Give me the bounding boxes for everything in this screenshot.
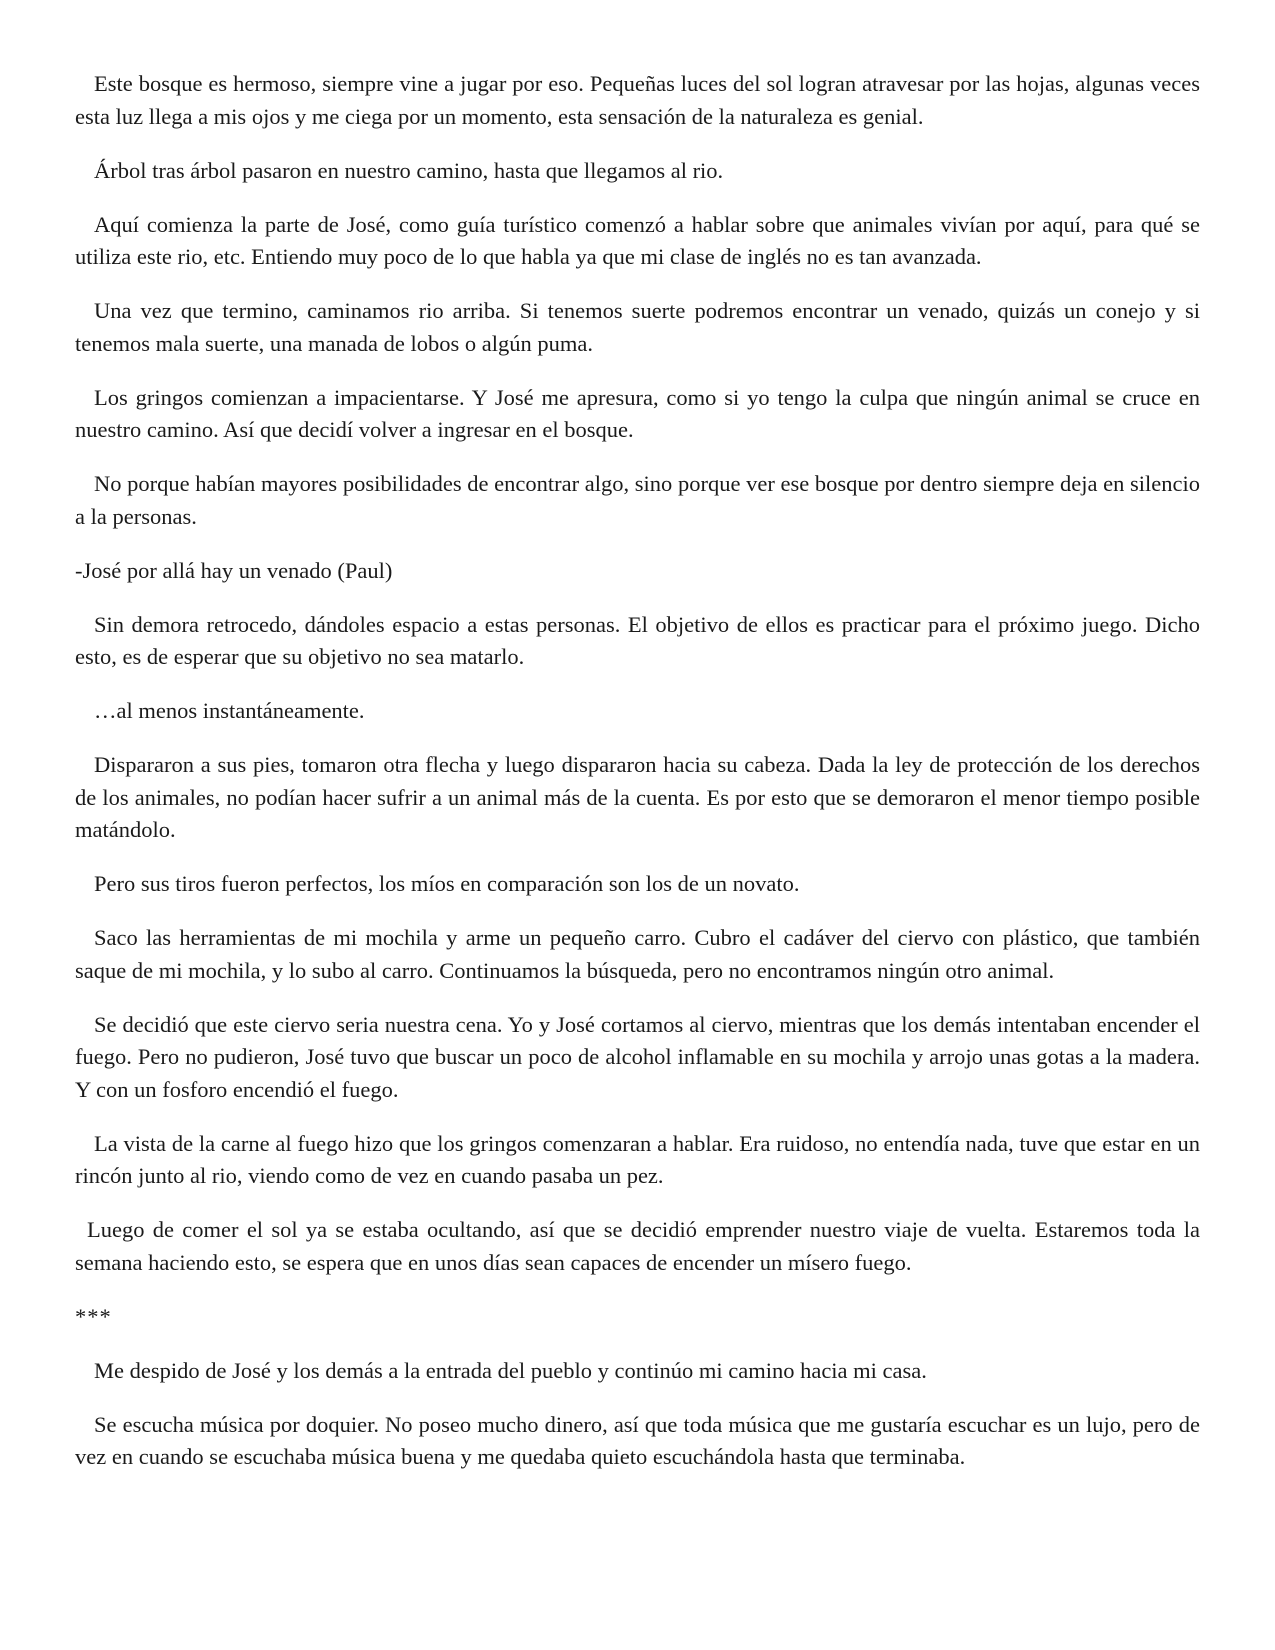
- paragraph-ellipsis-aside: …al menos instantáneamente.: [94, 698, 365, 723]
- paragraph-gringos-impatient: Los gringos comienzan a impacientarse. Y José me apresura, como si yo tengo la culpa que ningún animal se cruce en nuestro camino. Así que decidí volver a ingresar en el bosque.: [75, 384, 1200, 442]
- paragraph-music: Se escucha música por doquier. No poseo mucho dinero, así que toda música que me gustaría escuchar es un lujo, pero de vez en cuando se escuchaba música buena y me quedaba quieto escuchándola hasta que terminaba.: [75, 1411, 1200, 1469]
- paragraph-dinner-fire: Se decidió que este ciervo seria nuestra cena. Yo y José cortamos al ciervo, mientras que los demás intentaban encender el fuego. Pero no pudieron, José tuvo que buscar un poco de alcohol inflamable en su mochila y arrojo unas gotas a la madera. Y con un fosforo encendió el fuego.: [75, 1011, 1200, 1102]
- paragraph-goodbye-town: Me despido de José y los demás a la entrada del pueblo y continúo mi camino hacia mi casa.: [94, 1357, 927, 1383]
- paragraph-stepping-back: Sin demora retrocedo, dándoles espacio a estas personas. El objetivo de ellos es practicar para el próximo juego. Dicho esto, es de esperar que su objetivo no sea matarlo.: [75, 611, 1200, 669]
- paragraph-reaching-river: Árbol tras árbol pasaron en nuestro camino, hasta que llegamos al rio.: [94, 157, 724, 183]
- paragraph-meat-on-fire: La vista de la carne al fuego hizo que los gringos comenzaran a hablar. Era ruidoso, no entendía nada, tuve que estar en un rincón junto al rio, viendo como de vez en cuando pasaba un pez.: [75, 1130, 1200, 1188]
- document-page: [75, 68, 1200, 1495]
- paragraph-return-trip: Luego de comer el sol ya se estaba ocultando, así que se decidió emprender nuestro viaje de vuelta. Estaremos toda la semana haciendo esto, se espera que en unos días sean capaces de encender un mísero fuego.: [75, 1217, 1200, 1275]
- dialogue-line-paul: -José por allá hay un venado (Paul): [75, 557, 393, 583]
- paragraph-walking-upriver: Una vez que termino, caminamos rio arriba. Si tenemos suerte podremos encontrar un venado, quizás un conejo y si tenemos mala suerte, una manada de lobos o algún puma.: [75, 298, 1200, 356]
- paragraph-building-cart: Saco las herramientas de mi mochila y arme un pequeño carro. Cubro el cadáver del ciervo con plástico, que también saque de mi mochila, y lo subo al carro. Continuamos la búsqueda, pero no encontramos ningún otro animal.: [75, 925, 1200, 983]
- paragraph-forest-description: Este bosque es hermoso, siempre vine a jugar por eso. Pequeñas luces del sol logran atravesar por las hojas, algunas veces esta luz llega a mis ojos y me ciega por un momento, esta sensación de la naturaleza es genial.: [75, 71, 1200, 129]
- section-separator: ***: [75, 1303, 112, 1329]
- paragraph-perfect-shots: Pero sus tiros fueron perfectos, los míos en comparación son los de un novato.: [94, 871, 800, 896]
- paragraph-jose-guide: Aquí comienza la parte de José, como guía turístico comenzó a hablar sobre que animales vivían por aquí, para qué se utiliza este rio, etc. Entiendo muy poco de lo que habla ya que mi clase de inglés no es tan avanzada.: [75, 211, 1200, 269]
- paragraph-forest-silence: No porque habían mayores posibilidades de encontrar algo, sino porque ver ese bosque por dentro siempre deja en silencio a la personas.: [75, 471, 1200, 529]
- paragraph-shooting-deer: Dispararon a sus pies, tomaron otra flecha y luego dispararon hacia su cabeza. Dada la ley de protección de los derechos de los animales, no podían hacer sufrir a un animal más de la cuenta. Es por esto que se demoraron el menor tiempo posible matándolo.: [75, 752, 1200, 842]
